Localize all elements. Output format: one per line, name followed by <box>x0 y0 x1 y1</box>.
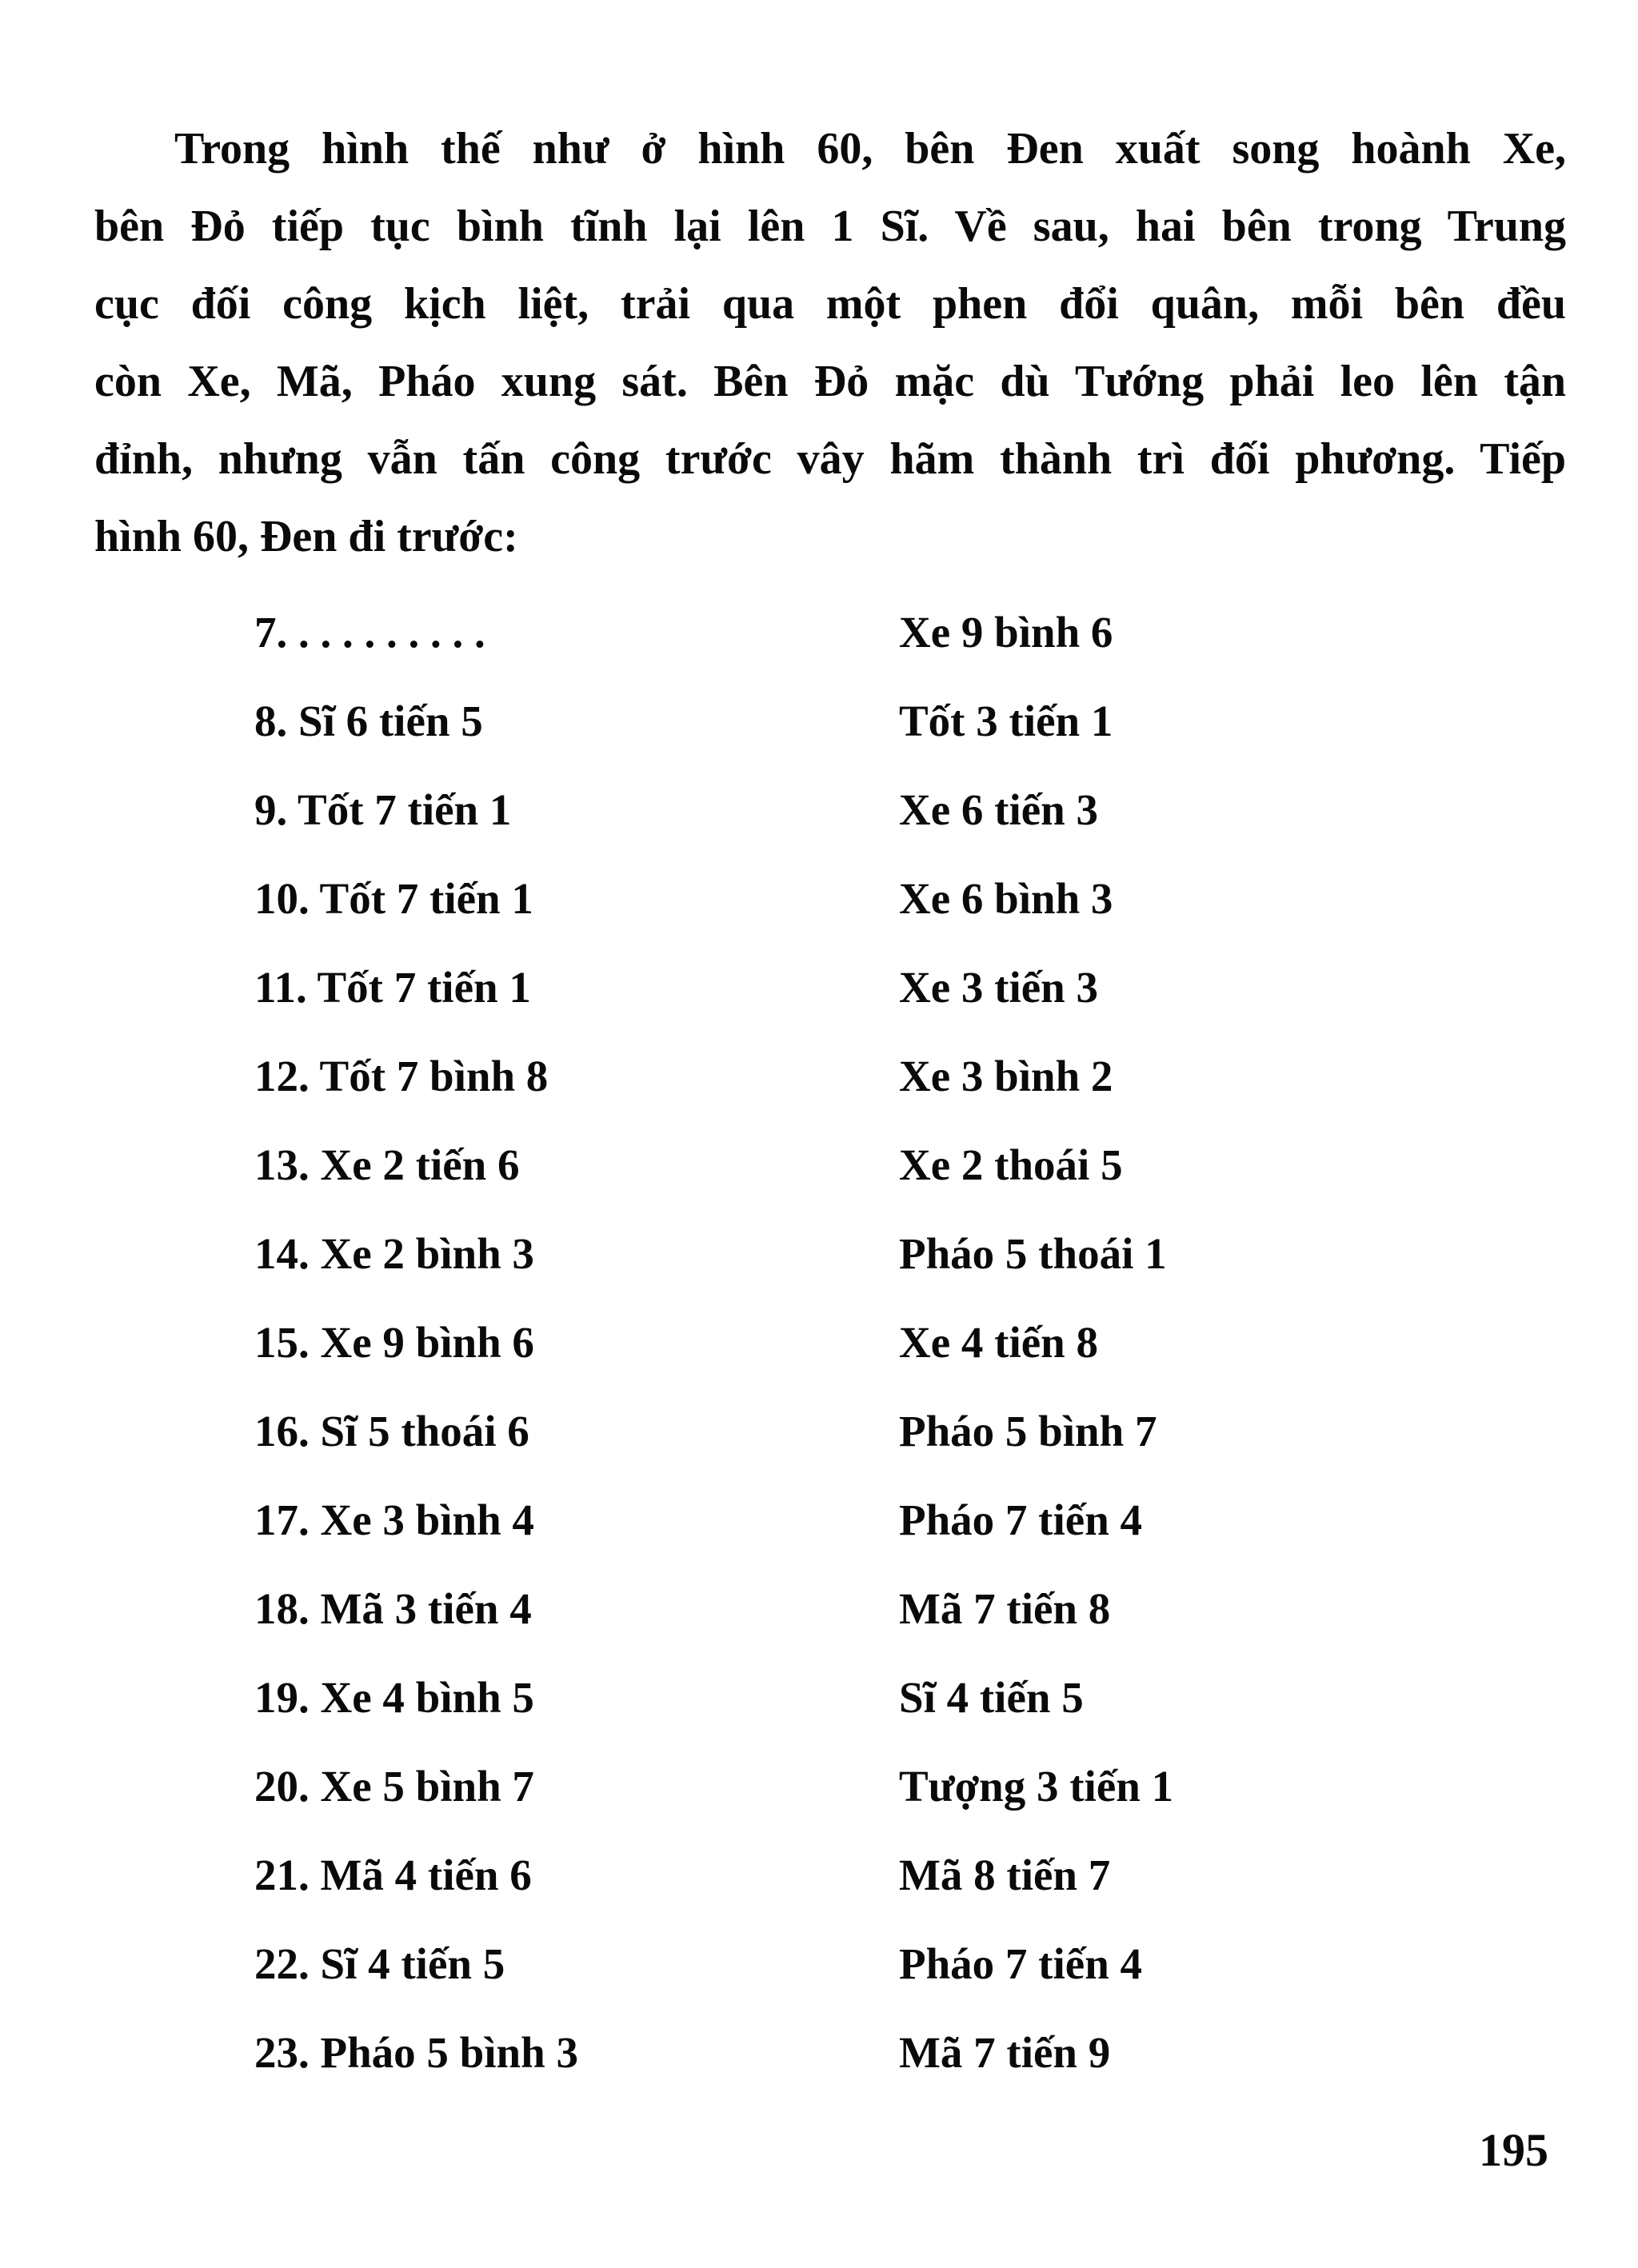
page-number: 195 <box>1479 2124 1548 2176</box>
red-move: 9. Tốt 7 tiến 1 <box>254 785 512 834</box>
black-move: Pháo 7 tiến 4 <box>899 1495 1143 1544</box>
move-row <box>254 1831 1294 1919</box>
black-move: Xe 6 tiến 3 <box>899 785 1098 834</box>
black-move: Mã 7 tiến 9 <box>899 2028 1111 2077</box>
move-row <box>254 1653 1294 1742</box>
black-move: Xe 9 bình 6 <box>899 608 1113 657</box>
black-move: Tốt 3 tiến 1 <box>899 697 1113 745</box>
move-row <box>254 1032 1294 1120</box>
red-move: 7. . . . . . . . . . <box>254 608 485 657</box>
paragraph-line: bên Đỏ tiếp tục bình tĩnh lại lên 1 Sĩ. Về sau, hai bên trong Trung <box>94 202 1566 251</box>
move-row <box>254 1120 1294 1209</box>
red-move: 12. Tốt 7 bình 8 <box>254 1052 549 1100</box>
move-row <box>254 2008 1294 2097</box>
move-row <box>254 588 1294 677</box>
red-move: 19. Xe 4 bình 5 <box>254 1673 534 1722</box>
intro-paragraph <box>94 110 1566 576</box>
paragraph-line: cục đối công kịch liệt, trải qua một phen đổi quân, mỗi bên đều <box>94 279 1566 329</box>
black-move: Mã 7 tiến 8 <box>899 1584 1111 1633</box>
move-row <box>254 1919 1294 2008</box>
red-move: 8. Sĩ 6 tiến 5 <box>254 697 483 745</box>
move-row <box>254 1564 1294 1653</box>
red-move: 16. Sĩ 5 thoái 6 <box>254 1407 529 1455</box>
red-move: 11. Tốt 7 tiến 1 <box>254 963 531 1012</box>
black-move: Pháo 5 bình 7 <box>899 1407 1157 1455</box>
black-move: Mã 8 tiến 7 <box>899 1851 1111 1899</box>
paragraph-line: còn Xe, Mã, Pháo xung sát. Bên Đỏ mặc dù Tướng phải leo lên tận <box>94 357 1566 406</box>
move-list <box>254 588 1294 2097</box>
black-move: Pháo 5 thoái 1 <box>899 1229 1167 1278</box>
move-row <box>254 765 1294 854</box>
red-move: 23. Pháo 5 bình 3 <box>254 2028 578 2077</box>
red-move: 13. Xe 2 tiến 6 <box>254 1140 520 1189</box>
move-row <box>254 1298 1294 1387</box>
move-row <box>254 1742 1294 1831</box>
black-move: Pháo 7 tiến 4 <box>899 1939 1143 1988</box>
red-move: 22. Sĩ 4 tiến 5 <box>254 1939 505 1988</box>
move-row <box>254 1475 1294 1564</box>
red-move: 20. Xe 5 bình 7 <box>254 1762 534 1811</box>
move-row <box>254 1387 1294 1475</box>
black-move: Xe 3 tiến 3 <box>899 963 1098 1012</box>
paragraph-line: hình 60, Đen đi trước: <box>94 512 518 561</box>
red-move: 15. Xe 9 bình 6 <box>254 1318 534 1367</box>
red-move: 14. Xe 2 bình 3 <box>254 1229 534 1278</box>
paragraph-line: đỉnh, nhưng vẫn tấn công trước vây hãm thành trì đối phương. Tiếp <box>94 434 1566 484</box>
black-move: Sĩ 4 tiến 5 <box>899 1673 1084 1722</box>
black-move: Tượng 3 tiến 1 <box>899 1762 1174 1811</box>
red-move: 21. Mã 4 tiến 6 <box>254 1851 532 1899</box>
black-move: Xe 3 bình 2 <box>899 1052 1113 1100</box>
move-row <box>254 943 1294 1032</box>
red-move: 18. Mã 3 tiến 4 <box>254 1584 532 1633</box>
paragraph-line: Trong hình thế như ở hình 60, bên Đen xuất song hoành Xe, <box>174 124 1566 174</box>
black-move: Xe 2 thoái 5 <box>899 1140 1123 1189</box>
black-move: Xe 4 tiến 8 <box>899 1318 1098 1367</box>
move-row <box>254 854 1294 943</box>
move-row <box>254 677 1294 765</box>
red-move: 17. Xe 3 bình 4 <box>254 1495 534 1544</box>
red-move: 10. Tốt 7 tiến 1 <box>254 874 533 923</box>
move-row <box>254 1209 1294 1298</box>
black-move: Xe 6 bình 3 <box>899 874 1113 923</box>
